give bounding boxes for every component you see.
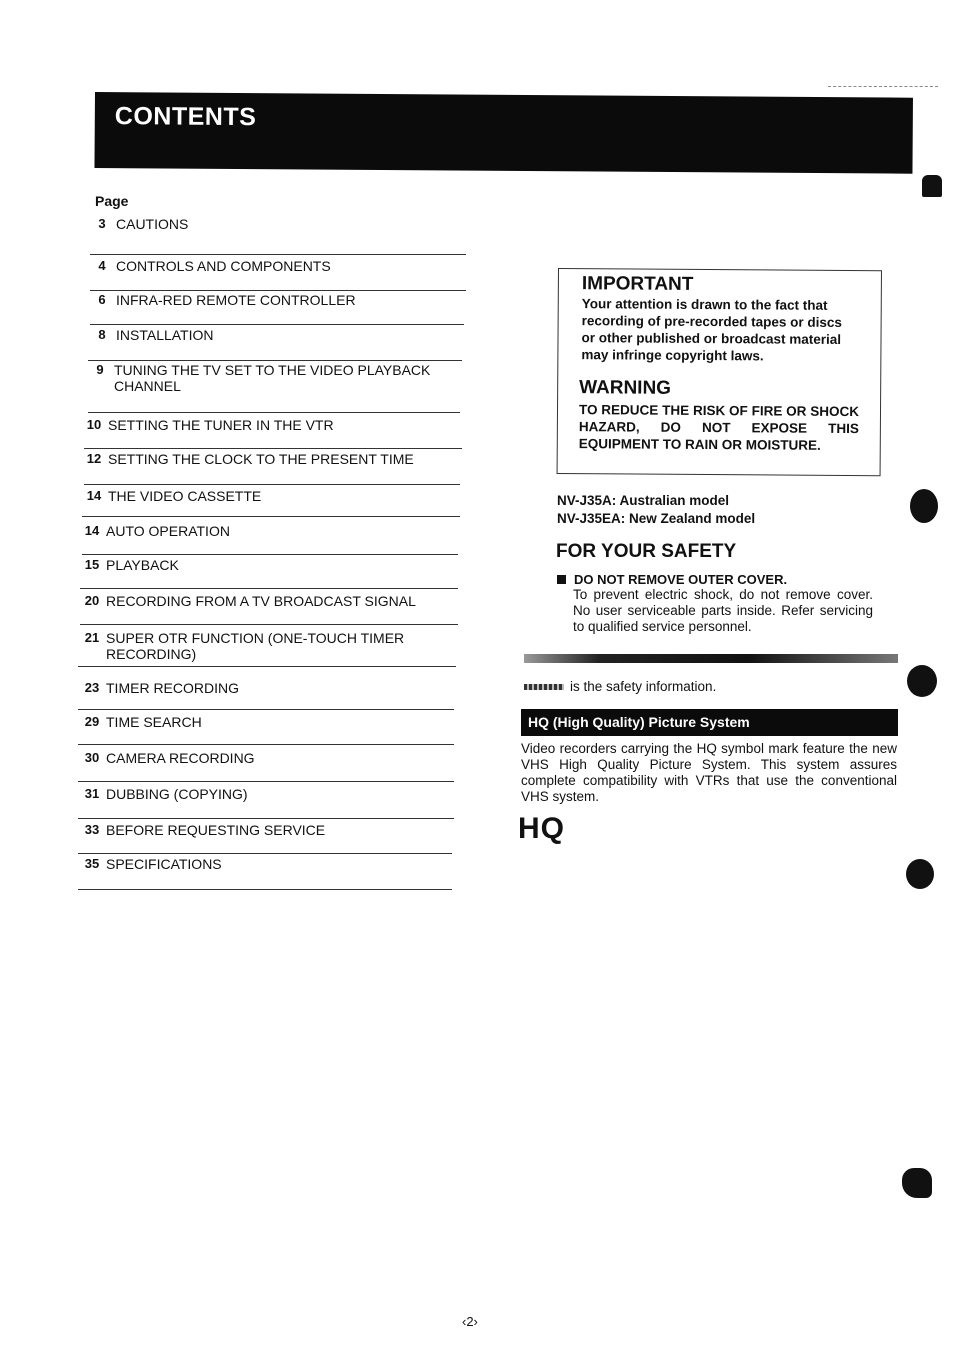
important-warning-box [557, 268, 882, 476]
toc-page-number: 3 [98, 216, 106, 231]
toc-entry [78, 630, 466, 662]
safety-subheading-text: DO NOT REMOVE OUTER COVER. [574, 572, 788, 587]
safety-subheading [557, 572, 787, 587]
toc-divider [80, 588, 458, 589]
toc-divider [80, 624, 458, 625]
toc-divider [88, 360, 462, 361]
toc-page-number: 6 [98, 292, 106, 307]
toc-page-number: 14 [84, 523, 100, 538]
toc-entry [78, 786, 466, 802]
binder-hole-mark [902, 1168, 932, 1198]
toc-entry [86, 362, 474, 394]
page-number: ‹2› [462, 1314, 478, 1329]
safety-heading: FOR YOUR SAFETY [556, 541, 737, 562]
safety-strip [524, 654, 898, 663]
binder-hole-mark [910, 489, 938, 523]
safety-note [524, 679, 716, 694]
toc-divider [78, 709, 454, 710]
square-bullet-icon [557, 575, 566, 584]
toc-divider [78, 666, 456, 667]
binder-hole-mark [906, 859, 934, 889]
toc-divider [78, 781, 454, 782]
toc-page-number: 8 [98, 327, 106, 342]
model-region: Australian model [619, 493, 730, 508]
contents-header [94, 92, 913, 174]
toc-entry [78, 856, 466, 872]
toc-divider [90, 324, 464, 325]
toc-entry-title: BEFORE REQUESTING SERVICE [106, 822, 326, 838]
safety-text: To prevent electric shock, do not remove cover. No user serviceable parts inside. Refer servicing to qualified service personnel. [573, 587, 873, 634]
toc-entry [88, 258, 476, 274]
page-column-label: Page [95, 193, 129, 209]
toc-divider [82, 516, 460, 517]
toc-entry-title: AUTO OPERATION [106, 523, 230, 539]
toc-entry [78, 557, 466, 573]
model-region: New Zealand model [629, 511, 756, 526]
toc-page-number: 15 [84, 557, 100, 572]
toc-entry-title: SUPER OTR FUNCTION (ONE-TOUCH TIMER RECORDING) [106, 630, 405, 662]
toc-entry-title: TIMER RECORDING [106, 680, 239, 696]
warning-heading: WARNING [579, 377, 672, 399]
toc-entry-title: INFRA-RED REMOTE CONTROLLER [116, 292, 356, 308]
toc-entry-title: CAMERA RECORDING [106, 750, 255, 766]
toc-page-number: 14 [86, 488, 102, 503]
toc-page-number: 23 [84, 680, 100, 695]
toc-entry-title: THE VIDEO CASSETTE [108, 488, 262, 504]
toc-entry [78, 750, 466, 766]
toc-page-number: 12 [86, 451, 102, 466]
toc-entry-title: CAUTIONS [116, 216, 189, 232]
toc-page-number: 31 [84, 786, 100, 801]
toc-page-number: 4 [98, 258, 106, 273]
toc-entry-title: SPECIFICATIONS [106, 856, 222, 872]
toc-divider [88, 412, 460, 413]
toc-entry-title: CONTROLS AND COMPONENTS [116, 258, 331, 274]
toc-divider [78, 818, 454, 819]
toc-entry [88, 216, 476, 232]
toc-entry-title: SETTING THE CLOCK TO THE PRESENT TIME [108, 451, 414, 467]
toc-divider [84, 484, 460, 485]
toc-divider [82, 554, 458, 555]
toc-entry-title: SETTING THE TUNER IN THE VTR [108, 417, 334, 433]
toc-entry [78, 714, 466, 730]
model-line-new-zealand [557, 511, 755, 526]
toc-entry [78, 822, 466, 838]
toc-page-number: 10 [86, 417, 102, 432]
important-heading: IMPORTANT [581, 273, 694, 295]
important-text: Your attention is drawn to the fact that recording of pre-recorded tapes or discs or other published or broadcast material may infringe copyright laws. [581, 296, 843, 364]
toc-divider [90, 254, 466, 255]
toc-divider [90, 290, 466, 291]
toc-entry [80, 451, 468, 467]
toc-page-number: 9 [96, 362, 104, 377]
binder-hole-mark [922, 175, 942, 197]
toc-divider [78, 889, 452, 890]
toc-entry [80, 417, 468, 433]
toc-page-number: 30 [84, 750, 100, 765]
toc-entry-title: INSTALLATION [116, 327, 214, 343]
model-code: NV-J35A: [557, 493, 617, 508]
toc-entry [80, 488, 468, 504]
toc-entry [88, 327, 476, 343]
toc-entry-title: PLAYBACK [106, 557, 179, 573]
model-code: NV-J35EA: [557, 511, 626, 526]
toc-entry-title: RECORDING FROM A TV BROADCAST SIGNAL [106, 593, 416, 609]
toc-entry-title: TUNING THE TV SET TO THE VIDEO PLAYBACK CHANNEL [114, 362, 431, 394]
hq-description: Video recorders carrying the HQ symbol mark feature the new VHS High Quality Picture System. This system assures complete compatibility with VTRs that use the conventional VHS system. [521, 741, 897, 804]
binder-hole-mark [907, 665, 937, 697]
toc-page-number: 20 [84, 593, 100, 608]
toc-page-number: 35 [84, 856, 100, 871]
toc-page-number: 33 [84, 822, 100, 837]
toc-entry [78, 680, 466, 696]
toc-entry [88, 292, 476, 308]
toc-entry-title: DUBBING (COPYING) [106, 786, 248, 802]
page-title: CONTENTS [114, 102, 257, 132]
model-line-australia [557, 493, 729, 508]
safety-mark-icon [524, 684, 564, 690]
scan-artifact [828, 86, 938, 88]
toc-entry [78, 593, 466, 609]
hq-logo: HQ [518, 812, 565, 845]
toc-entry-title: TIME SEARCH [106, 714, 202, 730]
toc-divider [84, 448, 462, 449]
warning-text: TO REDUCE THE RISK OF FIRE OR SHOCK HAZARD, DO NOT EXPOSE THIS EQUIPMENT TO RAIN OR MOISTURE. [578, 402, 860, 453]
toc-page-number: 29 [84, 714, 100, 729]
hq-bar-title: HQ (High Quality) Picture System [528, 714, 750, 730]
toc-page-number: 21 [84, 630, 100, 645]
hq-section-bar [521, 709, 898, 736]
toc-divider [78, 744, 454, 745]
safety-note-text: is the safety information. [570, 679, 717, 694]
toc-entry [78, 523, 466, 539]
toc-divider [78, 853, 452, 854]
